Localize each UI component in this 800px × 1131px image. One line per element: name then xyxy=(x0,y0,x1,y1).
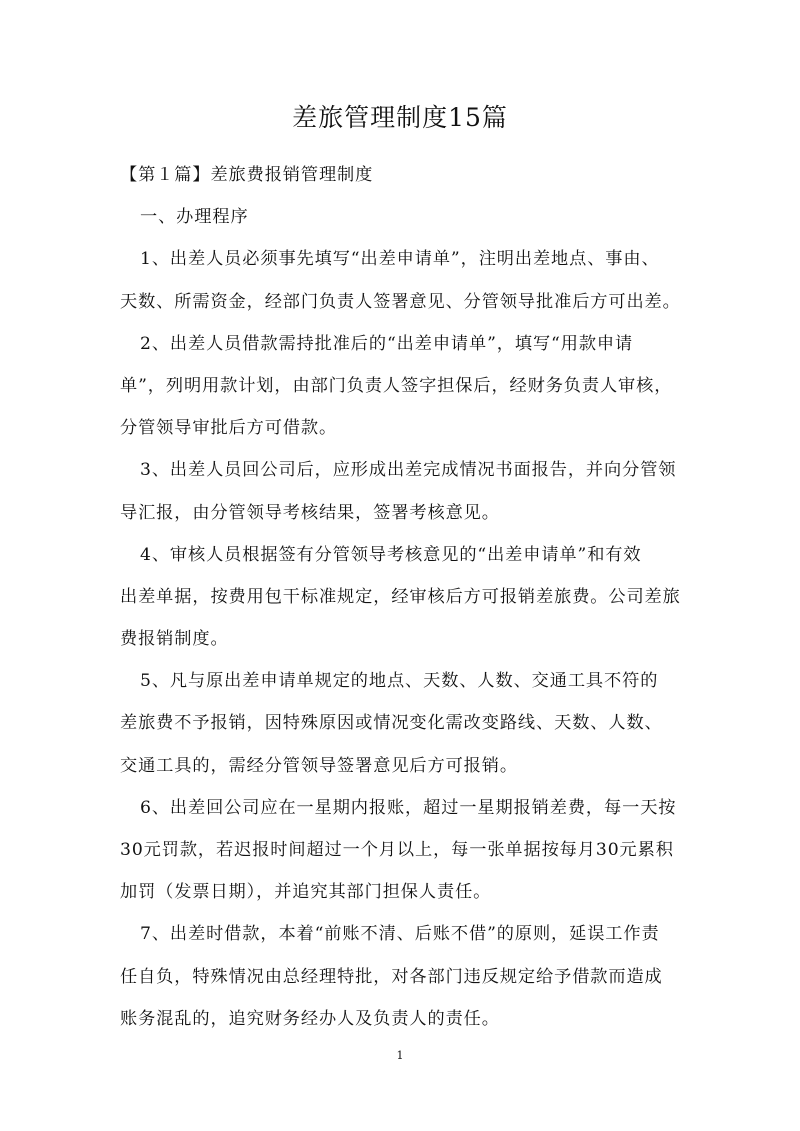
paragraph-line: 天数、所需资金，经部门负责人签署意见、分管领导批准后方可出差。 xyxy=(120,291,681,312)
paragraph-line: 6、出差回公司应在一星期内报账，超过一星期报销差费，每一天按 xyxy=(140,797,677,818)
document-title: 差旅管理制度15篇 xyxy=(292,103,508,132)
paragraph-line: 任自负，特殊情况由总经理特批，对各部门违反规定给予借款而造成 xyxy=(120,966,663,987)
paragraph-line: 2、出差人员借款需持批准后的“出差申请单”，填写“用款申请 xyxy=(140,333,634,354)
paragraph-line: 分管领导审批后方可借款。 xyxy=(120,418,338,439)
document-body xyxy=(120,154,695,1040)
paragraph-line: 导汇报，由分管领导考核结果，签署考核意见。 xyxy=(120,502,500,523)
paragraph-line: 7、出差时借款，本着“前账不清、后账不借”的原则，延误工作责 xyxy=(140,924,660,945)
paragraph-line: 1、出差人员必须事先填写“出差申请单”，注明出差地点、事由、 xyxy=(140,249,660,270)
paragraph-line: 差旅费不予报销，因特殊原因或情况变化需改变路线、天数、人数、 xyxy=(120,713,663,734)
paragraph-line: 30元罚款，若迟报时间超过一个月以上，每一张单据按每月30元累积 xyxy=(120,840,674,860)
paragraph-item-5 xyxy=(120,660,695,787)
subheading: 一、办理程序 xyxy=(140,207,249,228)
paragraph-line: 5、凡与原出差申请单规定的地点、天数、人数、交通工具不符的 xyxy=(140,671,659,692)
paragraph-line: 4、审核人员根据签有分管领导考核意见的“出差申请单”和有效 xyxy=(140,544,642,565)
paragraph-item-2 xyxy=(120,323,695,450)
paragraph-item-3 xyxy=(120,449,695,533)
paragraph-line: 账务混乱的，追究财务经办人及负责人的责任。 xyxy=(120,1008,500,1029)
paragraph-item-4 xyxy=(120,534,695,661)
paragraph-item-1 xyxy=(120,238,695,322)
section-heading: 【第１篇】差旅费报销管理制度 xyxy=(120,165,374,185)
paragraph-line: 费报销制度。 xyxy=(120,629,229,650)
paragraph-line: 3、出差人员回公司后，应形成出差完成情况书面报告，并向分管领 xyxy=(140,460,677,481)
paragraph-line: 单”，列明用款计划，由部门负责人签字担保后，经财务负责人审核， xyxy=(120,375,673,396)
paragraph-line: 交通工具的，需经分管领导签署意见后方可报销。 xyxy=(120,755,518,776)
paragraph-line: 加罚（发票日期），并追究其部门担保人责任。 xyxy=(120,882,492,903)
paragraph-item-6 xyxy=(120,787,695,914)
page-number: 1 xyxy=(396,1049,404,1062)
paragraph-line: 出差单据，按费用包干标准规定，经审核后方可报销差旅费。公司差旅 xyxy=(120,586,681,607)
paragraph-item-7 xyxy=(120,913,695,1040)
